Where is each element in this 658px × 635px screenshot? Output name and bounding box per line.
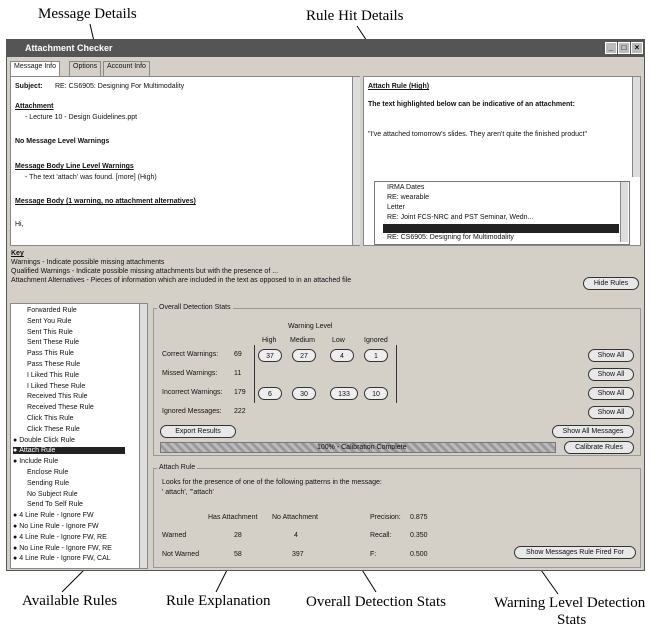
attach-rule-title: Attach Rule: [159, 464, 196, 471]
rules-list: [10, 303, 148, 569]
not-warned-has: 58: [234, 551, 242, 558]
precision-label: Precision:: [370, 514, 401, 521]
callout-available-rules: Available Rules: [22, 593, 118, 609]
rule-item[interactable]: [27, 372, 79, 379]
rule-hit-title: Attach Rule (High): [368, 83, 430, 90]
list-item-selected[interactable]: [383, 224, 619, 233]
rule-item[interactable]: [27, 329, 73, 336]
rule-status-icon: ●: [13, 447, 18, 455]
warning-level-label: Warning Level: [288, 323, 333, 330]
rule-item[interactable]: [27, 501, 83, 508]
rule-hit-scrollbar[interactable]: [632, 77, 640, 177]
title-bar: [7, 40, 644, 57]
callout-warning-level-2: Stats: [557, 612, 587, 628]
missed-warnings-label: Missed Warnings:: [162, 370, 218, 377]
key-title: Key: [11, 250, 24, 257]
window-title: Attachment Checker: [25, 43, 113, 53]
rules-scrollbar[interactable]: [139, 304, 147, 568]
rule-item[interactable]: [13, 555, 111, 562]
level-low: Low: [332, 337, 345, 344]
incorrect-ignored-pill[interactable]: 10: [364, 387, 388, 400]
key-warnings: Warnings - Indicate possible missing attachments: [11, 259, 165, 266]
rule-item[interactable]: [27, 469, 68, 476]
ignored-messages-value: 222: [234, 408, 246, 415]
correct-high-pill[interactable]: 37: [258, 349, 282, 362]
callout-message-details: Message Details: [38, 6, 137, 22]
callout-rule-hit-details: Rule Hit Details: [306, 8, 404, 24]
show-messages-fired-button[interactable]: Show Messages Rule Fired For: [514, 546, 636, 559]
correct-warnings-value: 69: [234, 351, 242, 358]
key-alternatives: Attachment Alternatives - Pieces of information which are included in the text as opposed to in an attached file: [11, 277, 352, 284]
rule-status-icon: ●: [13, 555, 18, 563]
callout-warning-level-1: Warning Level Detection: [494, 595, 646, 611]
show-all-button-2[interactable]: Show All: [588, 368, 634, 381]
detection-stats-group: [153, 304, 641, 456]
f-value: 0.500: [410, 551, 428, 558]
message-body-text: Hi,: [15, 221, 24, 228]
divider-right: [396, 345, 397, 403]
rule-item-label: No Line Rule - Ignore FW, RE: [19, 544, 112, 552]
callout-overall-detection-stats: Overall Detection Stats: [306, 594, 446, 610]
body-line-warning-item[interactable]: - The text 'attach' was found. [more] (High): [25, 174, 157, 181]
list-item[interactable]: RE: CS6905: Designing for Multimodality: [387, 234, 514, 241]
warned-has: 28: [234, 532, 242, 539]
rule-item[interactable]: [27, 393, 88, 400]
rule-status-icon: ●: [13, 533, 18, 541]
key-qualified: Qualified Warnings - Indicate possible missing attachments but with the presence of ...: [11, 268, 279, 275]
level-medium: Medium: [290, 337, 315, 344]
attachment-item: - Lecture 10 - Design Guidelines.ppt: [25, 114, 138, 121]
callout-rule-explanation: Rule Explanation: [166, 593, 271, 609]
rule-item-label: No Subject Rule: [27, 490, 78, 498]
rule-item-label: I Liked These Rule: [27, 382, 86, 390]
show-all-button-1[interactable]: Show All: [588, 349, 634, 362]
hide-rules-button[interactable]: Hide Rules: [583, 277, 639, 290]
rule-item-label: Enclose Rule: [27, 469, 69, 476]
rule-item[interactable]: [27, 415, 74, 422]
message-list: [374, 181, 630, 245]
rule-item-label: Attach Rule: [19, 447, 56, 455]
incorrect-warnings-value: 179: [234, 389, 246, 396]
incorrect-warnings-label: Incorrect Warnings:: [162, 389, 223, 396]
rule-item-label: Include Rule: [19, 458, 59, 466]
rule-item[interactable]: [27, 361, 80, 368]
rule-item[interactable]: [13, 512, 94, 519]
calibrate-rules-button[interactable]: Calibrate Rules: [564, 441, 634, 454]
rule-status-icon: ●: [13, 523, 18, 530]
rule-item[interactable]: [13, 447, 125, 454]
divider-left: [254, 345, 255, 403]
correct-low-pill[interactable]: 4: [330, 349, 354, 362]
rule-item[interactable]: [27, 491, 78, 498]
rule-hit-quote: "I've attached tomorrow's slides. They aren't quite the finished product": [368, 131, 587, 138]
rule-item-label: Forwarded Rule: [27, 307, 77, 314]
incorrect-medium-pill[interactable]: 30: [292, 387, 316, 400]
attach-rule-desc-2: ' attach', "'attach': [162, 489, 214, 496]
tab-message-info[interactable]: Message Info: [10, 61, 60, 76]
show-all-button-3[interactable]: Show All: [588, 387, 634, 400]
not-warned-no: 397: [292, 551, 304, 558]
calibration-progress-bar: [160, 442, 556, 453]
message-list-scrollbar[interactable]: [620, 182, 628, 242]
precision-value: 0.875: [410, 514, 428, 521]
rule-item[interactable]: [27, 426, 80, 433]
calibration-status: 100% - Calibration Complete: [317, 444, 407, 451]
attach-rule-group: [153, 464, 641, 568]
f-label: F:: [370, 551, 377, 558]
recall-label: Recall:: [370, 532, 392, 539]
rule-item-label: Pass These Rule: [27, 361, 81, 368]
rule-item-label: Received This Rule: [27, 393, 88, 401]
rule-item[interactable]: [27, 383, 85, 390]
message-scrollbar[interactable]: [352, 77, 360, 245]
ignored-messages-label: Ignored Messages:: [162, 408, 222, 415]
detection-stats-title: Overall Detection Stats: [159, 304, 231, 311]
rule-item-label: 4 Line Rule - Ignore FW, CAL: [19, 555, 111, 563]
rule-hit-panel: [363, 76, 641, 246]
message-details-panel: [10, 76, 360, 246]
rule-item[interactable]: [27, 404, 94, 411]
body-line-warnings-heading: Message Body Line Level Warnings: [15, 163, 134, 170]
rule-item[interactable]: [27, 350, 74, 357]
minimize-icon[interactable]: _: [605, 42, 617, 54]
level-ignored: Ignored: [364, 337, 388, 344]
rule-item-label: Click This Rule: [27, 415, 74, 422]
attach-rule-desc-1: Looks for the presence of one of the following patterns in the message:: [162, 479, 382, 486]
tab-account-info[interactable]: Account Info: [103, 61, 150, 76]
attachment-checker-window: [6, 39, 645, 571]
level-high: High: [262, 337, 277, 344]
recall-value: 0.350: [410, 532, 428, 539]
attachment-heading: Attachment: [15, 103, 54, 110]
warned-label: Warned: [162, 532, 187, 539]
rule-item[interactable]: [13, 545, 112, 552]
rule-item-label: 4 Line Rule - Ignore FW: [19, 512, 94, 520]
rule-status-icon: ●: [13, 512, 18, 520]
list-item[interactable]: IRMA Dates: [387, 184, 425, 191]
rule-item-label: 4 Line Rule - Ignore FW, RE: [19, 533, 107, 541]
list-item[interactable]: RE: Joint FCS-NRC and PST Seminar, Wedn...: [387, 214, 534, 221]
rule-item[interactable]: [27, 480, 69, 487]
not-warned-label: Not Warned: [162, 551, 200, 558]
correct-medium-pill[interactable]: 27: [292, 349, 316, 362]
correct-warnings-label: Correct Warnings:: [162, 351, 219, 358]
tab-options[interactable]: Options: [69, 61, 101, 76]
incorrect-high-pill[interactable]: 6: [258, 387, 282, 400]
no-message-level-warnings: No Message Level Warnings: [15, 138, 110, 145]
rule-item-label: I Liked This Rule: [27, 371, 80, 379]
subject-label: Subject:: [15, 83, 43, 90]
rule-status-icon: ●: [13, 436, 18, 444]
rule-status-icon: ●: [13, 544, 18, 552]
rule-item-label: Sent These Rule: [27, 339, 80, 347]
warned-no: 4: [294, 532, 298, 539]
correct-ignored-pill[interactable]: 1: [364, 349, 388, 362]
incorrect-low-pill[interactable]: 133: [330, 387, 358, 400]
rule-item[interactable]: [13, 523, 99, 530]
rule-item-label: Sending Rule: [27, 479, 70, 487]
rule-item-label: Click These Rule: [27, 425, 80, 433]
message-body-heading: Message Body (1 warning, no attachment alternatives): [15, 198, 196, 205]
rule-item[interactable]: [13, 534, 107, 541]
show-all-button-4[interactable]: Show All: [588, 406, 634, 419]
list-item[interactable]: Letter: [387, 204, 405, 211]
maximize-icon[interactable]: □: [618, 42, 630, 54]
rule-item[interactable]: [27, 307, 77, 314]
rule-item[interactable]: [27, 318, 71, 325]
rule-item-label: Double Click Rule: [19, 436, 75, 444]
missed-warnings-value: 11: [234, 370, 242, 377]
rule-item-label: Sent This Rule: [27, 328, 73, 336]
rule-item-label: Received These Rule: [27, 404, 94, 412]
rule-item-label: Sent You Rule: [27, 317, 72, 325]
close-icon[interactable]: ×: [631, 42, 643, 54]
rule-item-label: Send To Self Rule: [27, 501, 83, 509]
rule-item[interactable]: [13, 458, 58, 465]
rule-item[interactable]: [27, 339, 79, 346]
col-has-attachment: Has Attachment: [208, 514, 258, 521]
rule-item[interactable]: [13, 437, 75, 444]
rule-status-icon: ●: [13, 458, 18, 466]
rule-hit-description: The text highlighted below can be indicative of an attachment:: [368, 101, 575, 108]
export-results-button[interactable]: Export Results: [160, 425, 236, 438]
show-all-messages-button[interactable]: Show All Messages: [552, 425, 634, 438]
subject-value: RE: CS6905: Designing For Multimodality: [55, 83, 185, 90]
rule-item-label: No Line Rule - Ignore FW: [19, 523, 99, 530]
rule-item-label: Pass This Rule: [27, 350, 74, 358]
list-item[interactable]: RE: wearable: [387, 194, 430, 201]
col-no-attachment: No Attachment: [272, 514, 318, 521]
